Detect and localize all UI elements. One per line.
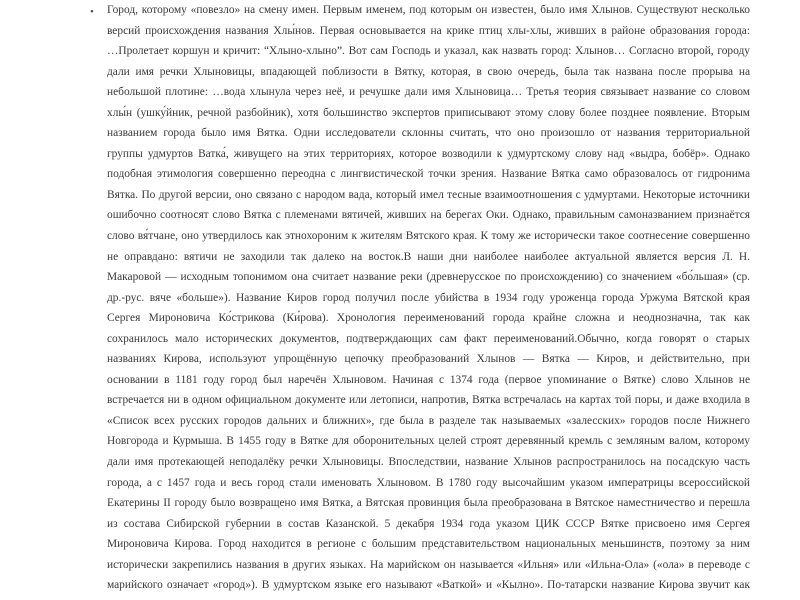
text-line: основании в 1181 году город был наречён Хлыновом. Начиная с 1374 года (первое упоминание о Вятке) слово Хлынов не bbox=[107, 373, 750, 386]
text-line: дали имя протекающей неподалёку речки Хлыновицы. Впоследствии, название Хлынов распространилось на посадскую часть bbox=[107, 456, 750, 469]
text-line: дали имя речки Хлыновицы, впадающей поблизости в Вятку, которая, в свою очередь, была так названа после прорыва на bbox=[107, 65, 750, 78]
text-line: названиях Кирова, используют упрощённую цепочку преобразований Хлынов — Вятка — Киров, и действительно, при bbox=[107, 353, 750, 366]
text-line: …Пролетает коршун и кричит: “Хлыно-хлыно”. Вот сам Господь и указал, как назвать город: Хлынов… Согласно второй, городу bbox=[107, 45, 750, 58]
text-line: др.-рус. вяче «больше»). Название Киров город получил после убийства в 1934 году уроженца города Уржума Вятской края bbox=[107, 291, 750, 304]
bullet-marker: • bbox=[90, 6, 94, 18]
text-line: подобная этимология совершенно переодна с лингвистической точки зрения. Название Вятка само образовалось от гидронима bbox=[107, 168, 750, 181]
text-line: Макаровой — исходным топонимом она считает название реки (древнерусское по происхождению) со значением «бо́льшая» (ср. bbox=[107, 271, 750, 284]
text-line: Мироновича Кирова. Город находится в регионе с большим представительством национальных меньшинств, поэтому за ним bbox=[107, 538, 750, 551]
text-line: Вятка. По другой версии, оно связано с народом вада, который имел тесные взаимоотношения с удмуртами. Некоторые источники bbox=[107, 188, 750, 201]
text-line: Екатерины II городу было возвращено имя Вятка, а Вятская провинция была преобразована в Вятское наместничество и перешла bbox=[107, 497, 750, 510]
text-line: встречается ни в одном официальном документе или летописи, напротив, Вятка встречалась на картах той поры, и даже входила в bbox=[107, 394, 750, 407]
text-line: слово вя́тчане, оно утвердилось как этнохороним к жителям Вятского края. К тому же исторически такое соотнесение совершенно bbox=[107, 230, 750, 243]
text-line: сохранилось мало исторических документов, подтверждающих сам факт переименований.Обычно, когда говорят о старых bbox=[107, 332, 750, 345]
text-line: города, а с 1457 года и весь город стали именовать Хлыновом. В 1780 году высочайшим указом императрицы всероссийской bbox=[107, 476, 750, 489]
text-line: ошибочно соотносят слово Вятка с племенами вятичей, живших на берегах Оки. Однако, правильным самоназванием признаётся bbox=[107, 209, 750, 222]
paragraph-text bbox=[107, 0, 750, 596]
text-line: Город, которому «повезло» на смену имен. Первым именем, под которым он известен, было имя Хлынов. Существуют несколько bbox=[107, 4, 750, 16]
text-line: Сергея Мироновича Ко́стрикова (Ки́рова). Хронология переименований города крайне сложна и неоднозначна, так как bbox=[107, 312, 750, 325]
text-line: Новгорода и Курмыша. В 1455 году в Вятке для оборонительных целей строят деревянный кремль с земляным валом, которому bbox=[107, 435, 750, 448]
text-line: не оправдано: вятичи не заходили так далеко на восток.В наши дни наиболее наиболее актуальной является версия Л. Н. bbox=[107, 250, 750, 263]
text-line: марийского означает «город»). В удмуртском языке его называют «Ваткой» и «Кылно». По-татарски название Кирова звучит как bbox=[107, 579, 750, 592]
text-line: названием города было имя Вятка. Одни исследователи склонны считать, что оно произошло от названия территориальной bbox=[107, 127, 750, 140]
text-line: «Список всех русских городов дальних и ближних», где была в разделе так называемых «залесских» городов после Нижнего bbox=[107, 414, 750, 427]
text-line: группы удмуртов Ватка́, живущего на этих территориях, которое возводили к удмуртскому слову над «выдра, бобёр». Однако bbox=[107, 147, 750, 160]
text-line: версий происхождения названия Хлы́нов. Первая основывается на крике птиц хлы-хлы, живших в районе образования города: bbox=[107, 24, 750, 37]
text-line: хлы́н (ушку́йник, речной разбойник), хотя большинство экспертов приписывают этому слову более позднее появление. Вторым bbox=[107, 106, 750, 119]
text-line: из состава Сибирской губернии в состав Казанской. 5 декабря 1934 года указом ЦИК СССР Вятке присвоено имя Сергея bbox=[107, 517, 750, 530]
text-line: небольшой плотине: …вода хлынула через неё, и речушке дали имя Хлыновица… Третья теория связывает название со словом bbox=[107, 86, 750, 99]
text-line: исторически закрепились названия в других языках. На марийском он называется «Ильня» или «Ильна-Ола» («ола» в переводе с bbox=[107, 558, 750, 571]
